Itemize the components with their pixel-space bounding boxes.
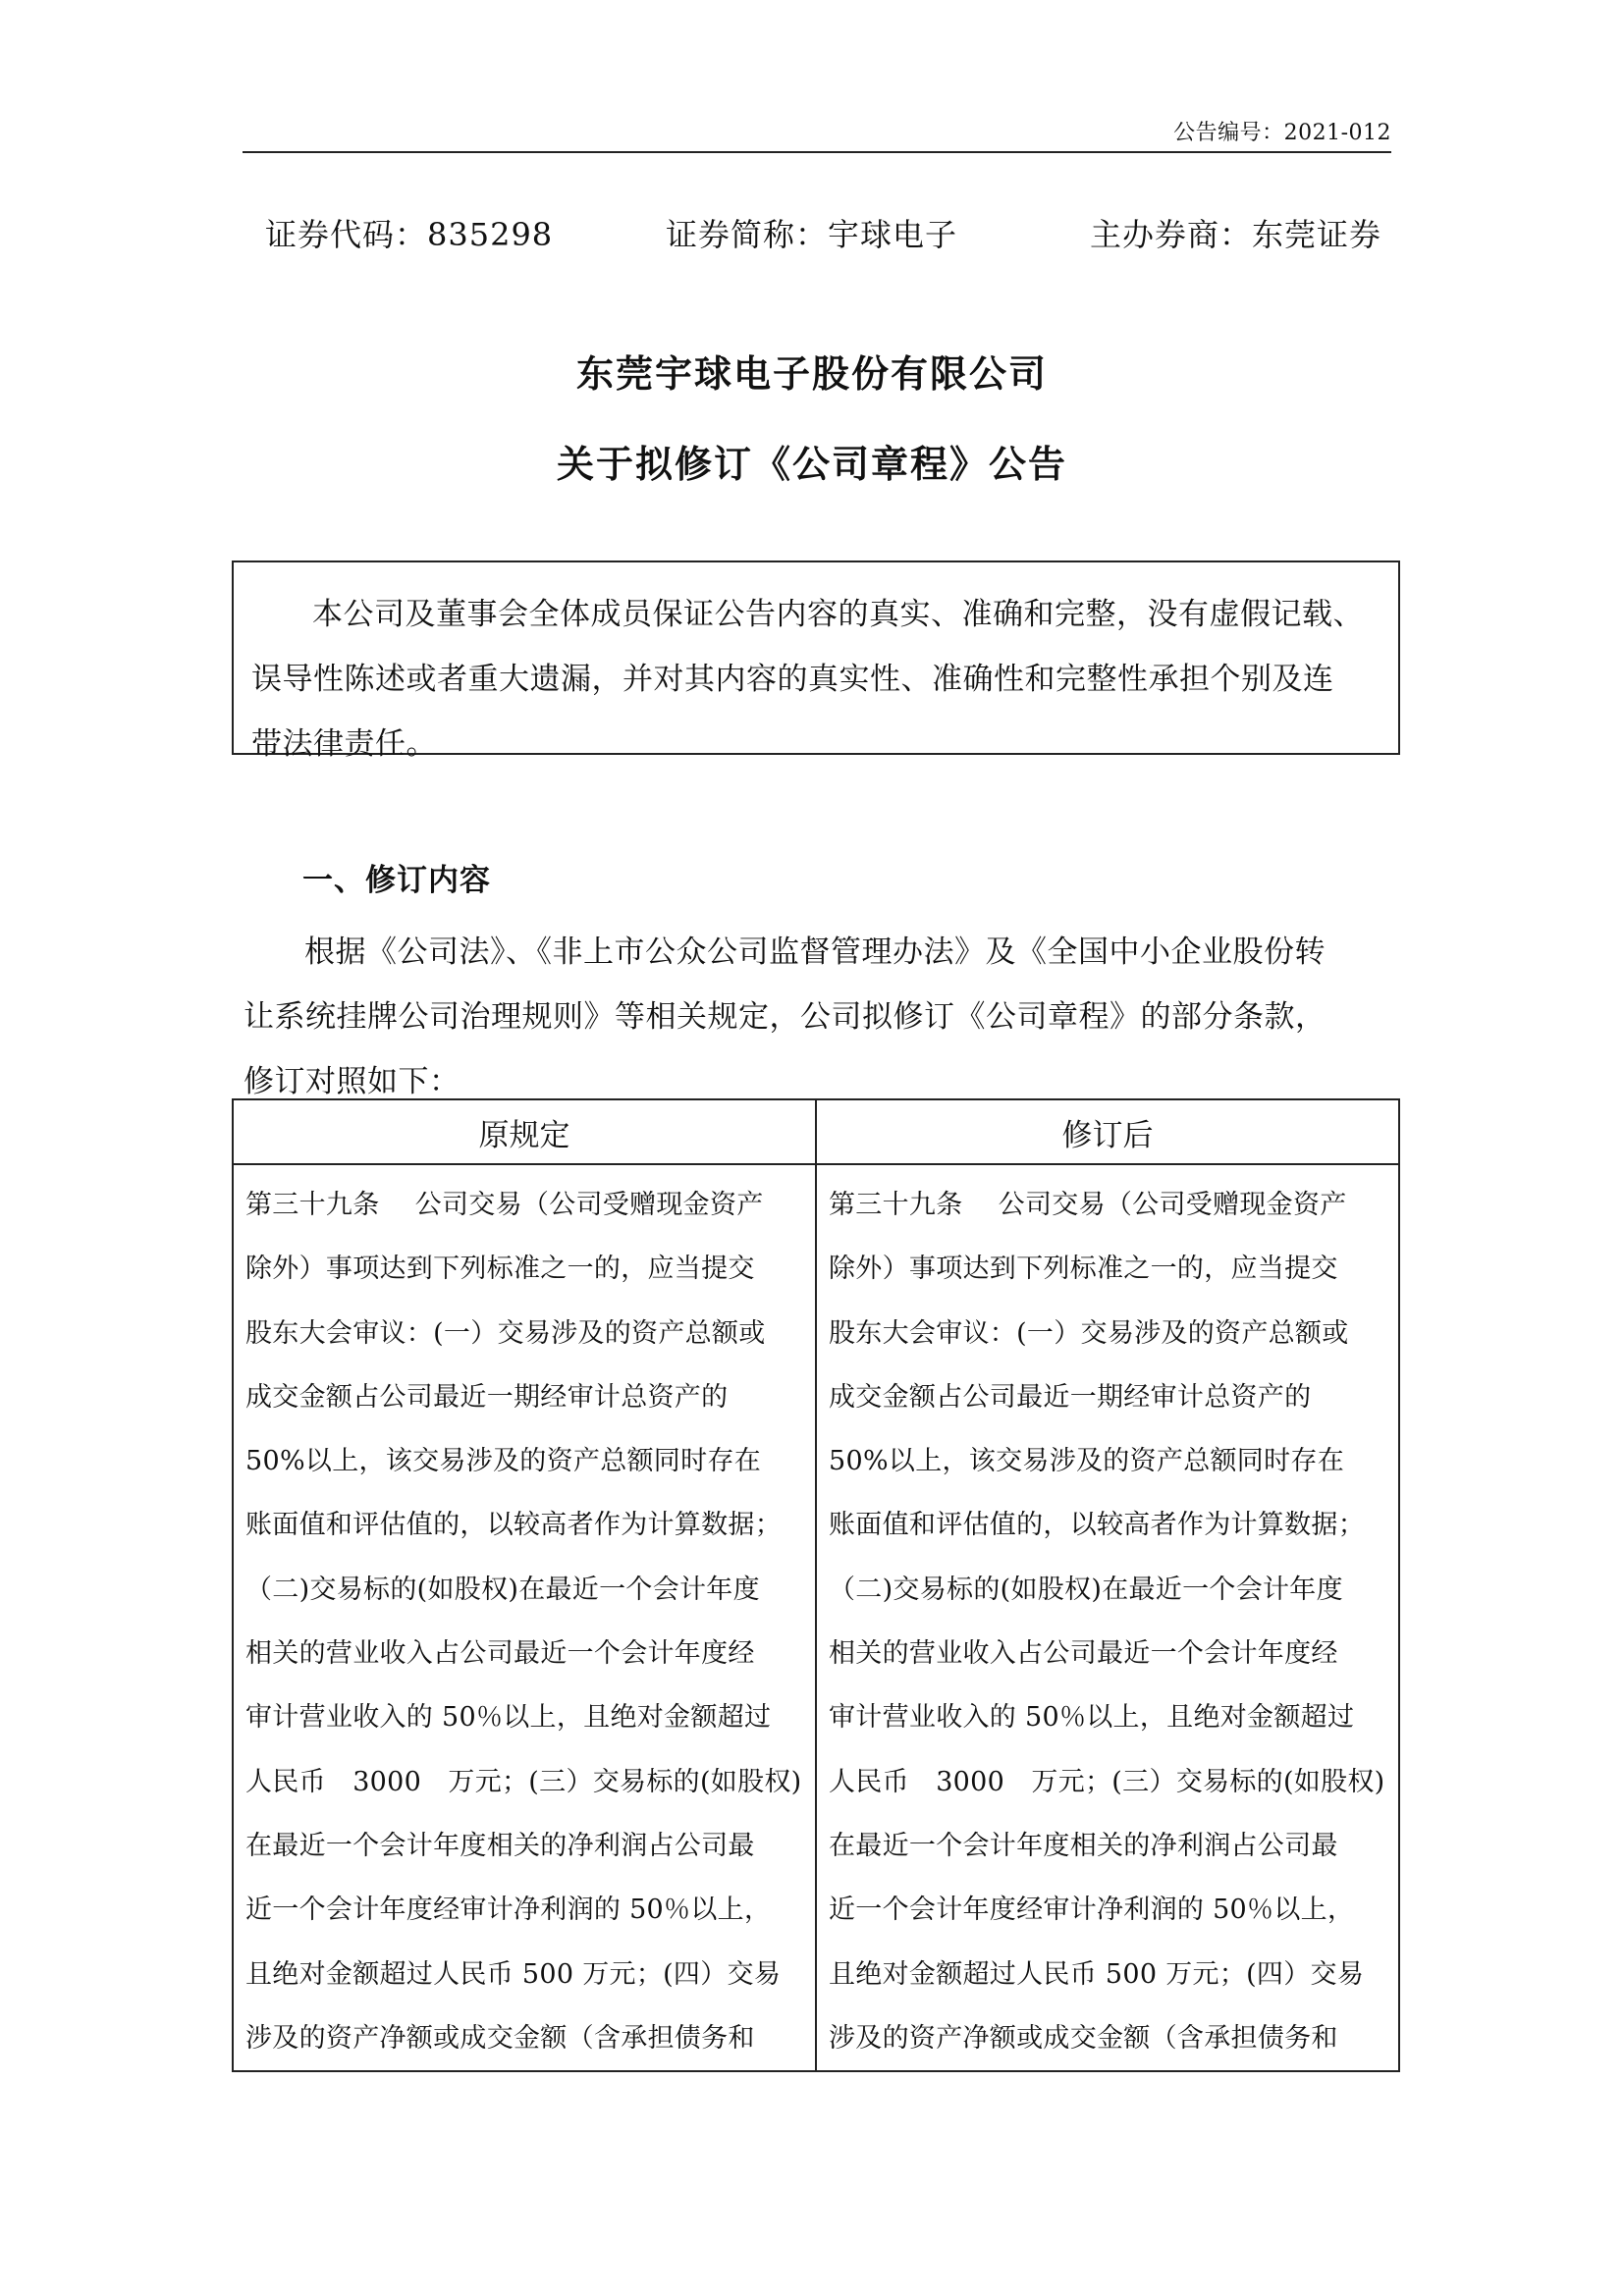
section-intro (244, 920, 1397, 1114)
clause-line: 在最近一个会计年度相关的净利润占公司最 (829, 1830, 1338, 1861)
intro-line: 让系统挂牌公司治理规则》等相关规定，公司拟修订《公司章程》的部分条款， (244, 999, 1326, 1035)
column-header-revised: 修订后 (816, 1099, 1399, 1164)
clause-line: 涉及的资产净额或成交金额（含承担债务和 (829, 2022, 1338, 2054)
clause-line: 账面值和评估值的，以较高者作为计算数据； (245, 1510, 782, 1541)
sponsor-broker: 主办券商：东莞证券 (1090, 216, 1382, 253)
clause-line: 审计营业收入的 50％以上，且绝对金额超过 (245, 1702, 772, 1734)
header-divider (243, 151, 1391, 153)
clause-line: 审计营业收入的 50％以上，且绝对金额超过 (829, 1702, 1355, 1734)
disclaimer-box (232, 561, 1400, 762)
table-row (233, 1164, 1399, 2071)
clause-line: 近一个会计年度经审计净利润的 50％以上， (245, 1895, 772, 1926)
clause-line: （二)交易标的(如股权)在最近一个会计年度 (829, 1574, 1343, 1605)
clause-line: 人民币 3000 万元；(三）交易标的(如股权) (829, 1766, 1385, 1797)
security-code: 证券代码：835298 (265, 216, 554, 253)
disclaimer-line: 本公司及董事会全体成员保证公告内容的真实、准确和完整，没有虚假记载、 (312, 597, 1364, 632)
clause-line: 相关的营业收入占公司最近一个会计年度经 (245, 1638, 755, 1670)
clause-line: 除外）事项达到下列标准之一的，应当提交 (245, 1254, 755, 1285)
clause-line: 账面值和评估值的，以较高者作为计算数据； (829, 1510, 1365, 1541)
clause-line: 且绝对金额超过人民币 500 万元；(四）交易 (829, 1958, 1365, 1990)
clause-line: 50%以上，该交易涉及的资产总额同时存在 (245, 1446, 762, 1477)
clause-line: 第三十九条 公司交易（公司受赠现金资产 (829, 1190, 1347, 1220)
security-short-name: 证券简称：宇球电子 (666, 216, 958, 253)
disclaimer-line: 误导性陈述或者重大遗漏，并对其内容的真实性、准确性和完整性承担个别及连 (251, 662, 1334, 697)
clause-line: 除外）事项达到下列标准之一的，应当提交 (829, 1254, 1338, 1285)
comparison-table (232, 1098, 1400, 2072)
clause-line: 涉及的资产净额或成交金额（含承担债务和 (245, 2022, 755, 2054)
intro-line: 根据《公司法》、《非上市公众公司监督管理办法》及《全国中小企业股份转 (304, 934, 1326, 970)
company-name-title: 东莞宇球电子股份有限公司 (575, 352, 1048, 396)
section-heading: 一、修订内容 (302, 863, 491, 898)
clause-line: 近一个会计年度经审计净利润的 50％以上， (829, 1895, 1355, 1926)
clause-line: 股东大会审议：(一）交易涉及的资产总额或 (829, 1317, 1349, 1349)
table-header-row (233, 1099, 1399, 1164)
clause-line: （二)交易标的(如股权)在最近一个会计年度 (245, 1574, 760, 1605)
clause-line: 且绝对金额超过人民币 500 万元；(四）交易 (245, 1958, 782, 1990)
clause-line: 人民币 3000 万元；(三）交易标的(如股权) (245, 1766, 802, 1797)
disclaimer-line: 带法律责任。 (251, 726, 437, 762)
column-header-original: 原规定 (233, 1099, 816, 1164)
clause-line: 50%以上，该交易涉及的资产总额同时存在 (829, 1446, 1345, 1477)
original-clause-cell (233, 1164, 816, 2071)
announcement-title: 关于拟修订《公司章程》公告 (556, 443, 1067, 486)
clause-line: 股东大会审议：(一）交易涉及的资产总额或 (245, 1317, 766, 1349)
clause-line: 在最近一个会计年度相关的净利润占公司最 (245, 1830, 755, 1861)
intro-line: 修订对照如下： (244, 1064, 460, 1099)
clause-line: 成交金额占公司最近一期经审计总资产的 (245, 1381, 729, 1413)
clause-line: 第三十九条 公司交易（公司受赠现金资产 (245, 1190, 764, 1220)
revised-clause-cell (816, 1164, 1399, 2071)
clause-line: 相关的营业收入占公司最近一个会计年度经 (829, 1638, 1338, 1670)
announcement-number: 公告编号：2021-012 (1173, 121, 1391, 145)
clause-line: 成交金额占公司最近一期经审计总资产的 (829, 1381, 1312, 1413)
